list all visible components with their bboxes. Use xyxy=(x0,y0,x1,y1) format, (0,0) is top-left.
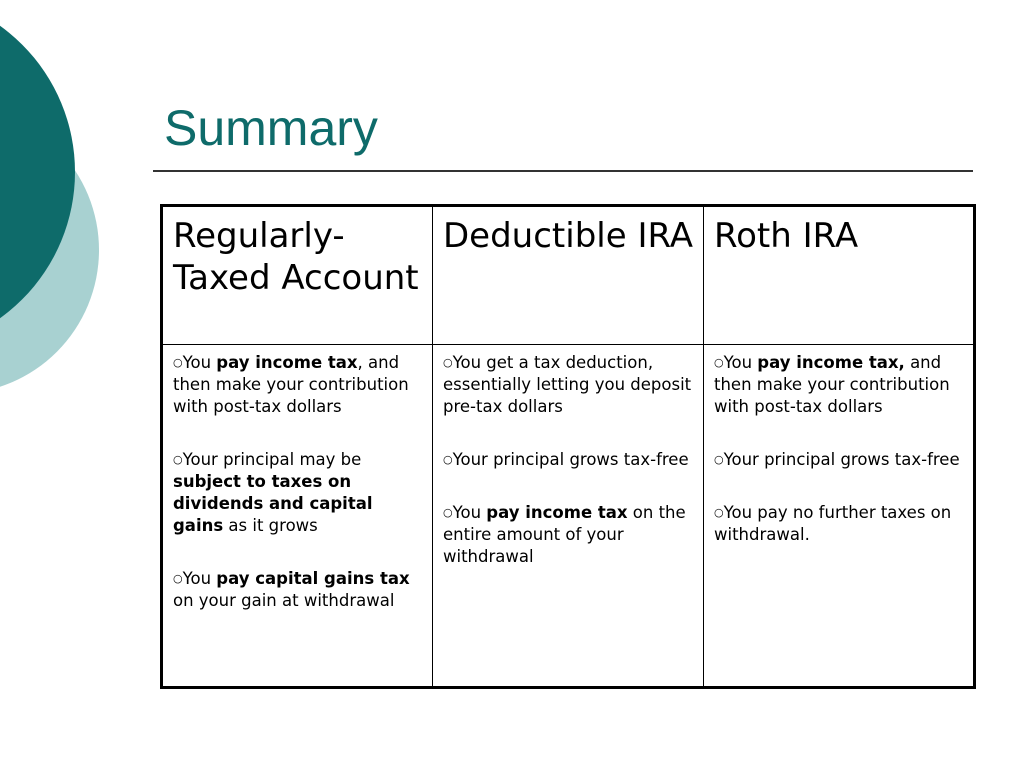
list-item: ○You pay capital gains tax on your gain at withdrawal xyxy=(173,569,410,610)
cell-deductible-ira xyxy=(433,345,704,688)
circle-bullet-icon: ○ xyxy=(173,453,183,466)
list-item: ○Your principal grows tax-free xyxy=(714,450,960,469)
table-header-row xyxy=(162,206,975,345)
slide-title: Summary xyxy=(164,100,378,156)
circle-bullet-icon: ○ xyxy=(173,572,183,585)
list-item: ○You pay no further taxes on withdrawal. xyxy=(714,503,952,544)
cell-roth-ira xyxy=(704,345,975,688)
title-divider xyxy=(153,170,973,172)
list-item: ○You get a tax deduction, essentially letting you deposit pre-tax dollars xyxy=(443,353,692,416)
summary-table xyxy=(160,204,976,689)
circle-bullet-icon: ○ xyxy=(714,356,724,369)
header-regularly-taxed-account: Regularly-Taxed Account xyxy=(162,206,433,345)
circle-bullet-icon: ○ xyxy=(443,356,453,369)
circle-bullet-icon: ○ xyxy=(443,506,453,519)
header-roth-ira: Roth IRA xyxy=(704,206,975,345)
circle-bullet-icon: ○ xyxy=(173,356,183,369)
cell-regularly-taxed-account xyxy=(162,345,433,688)
header-deductible-ira: Deductible IRA xyxy=(433,206,704,345)
list-item: ○Your principal may be subject to taxes on dividends and capital gains as it grows xyxy=(173,450,373,535)
circle-bullet-icon: ○ xyxy=(714,506,724,519)
circle-bullet-icon: ○ xyxy=(714,453,724,466)
list-item: ○You pay income tax, and then make your contribution with post-tax dollars xyxy=(173,353,409,416)
list-item: ○You pay income tax on the entire amount of your withdrawal xyxy=(443,503,686,566)
list-item: ○Your principal grows tax-free xyxy=(443,450,689,469)
table-row xyxy=(162,345,975,688)
list-item: ○You pay income tax, and then make your contribution with post-tax dollars xyxy=(714,353,950,416)
circle-bullet-icon: ○ xyxy=(443,453,453,466)
